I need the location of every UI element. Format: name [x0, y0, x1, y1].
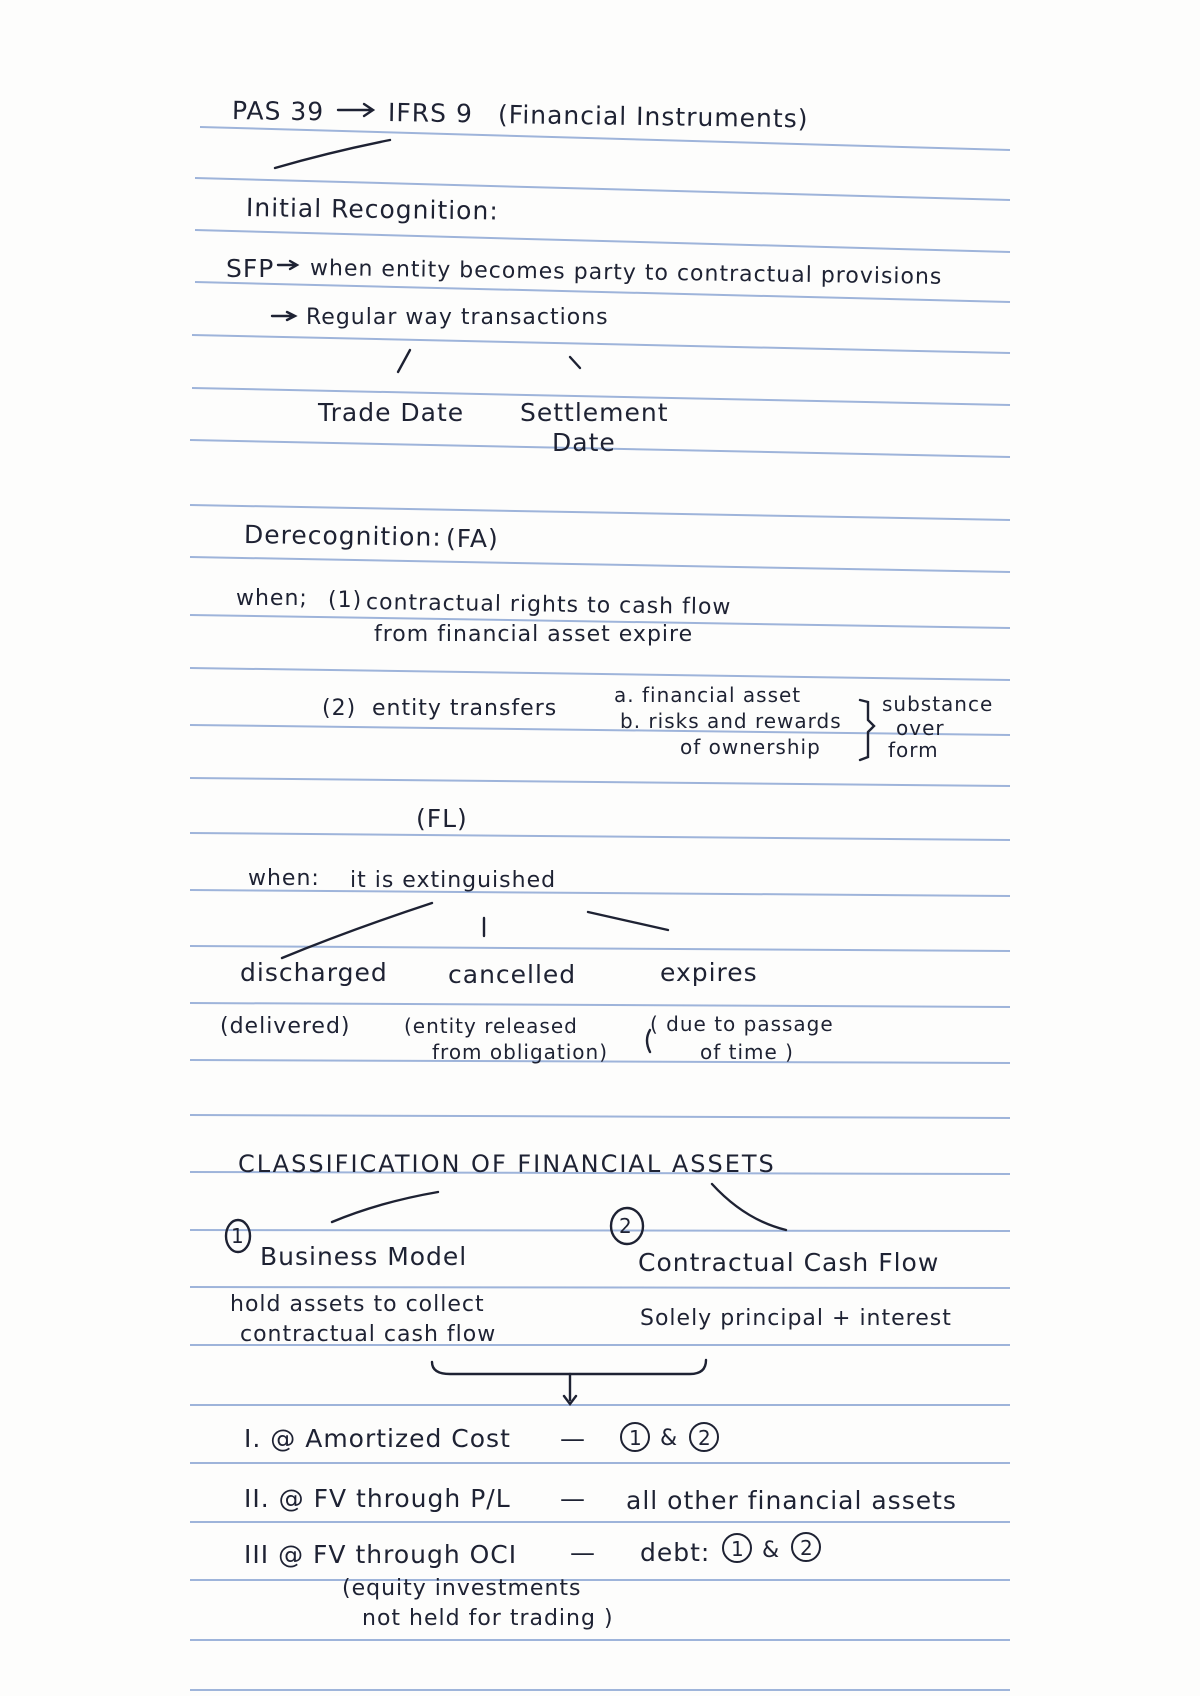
condition-1-line-2: from financial asset expire [374, 622, 694, 647]
category-3-and: & [762, 1538, 781, 1563]
oci-note-line-2: not held for trading ) [362, 1606, 614, 1631]
option-b-line-2: of ownership [680, 735, 821, 759]
brace-icon [432, 1360, 706, 1374]
category-3-test-1: 1 [731, 1537, 745, 1561]
test-2-number: 2 [619, 1214, 633, 1238]
arrow-icon [338, 104, 373, 116]
note-passage-line-1: ( due to passage [650, 1012, 834, 1036]
regular-way-text: Regular way transactions [306, 305, 609, 330]
sfp-label: SFP [226, 254, 275, 283]
note-delivered: (delivered) [220, 1014, 351, 1039]
category-2-dash: — [560, 1484, 586, 1513]
fl-when-label: when: [248, 866, 320, 891]
category-amortized-cost: I. @ Amortized Cost [244, 1424, 511, 1453]
branch-discharged: discharged [240, 958, 388, 987]
option-b: b. risks and rewards [620, 709, 842, 733]
note-passage-line-2: of time ) [700, 1040, 794, 1064]
category-fv-pl: II. @ FV through P/L [244, 1484, 511, 1513]
fl-label: (FL) [416, 804, 468, 833]
settlement-date-label-2: Date [552, 428, 616, 457]
category-3-test-2: 2 [800, 1536, 814, 1560]
form-label: form [888, 738, 939, 762]
title-ifrs: IFRS 9 [387, 98, 474, 129]
business-model-desc-1: hold assets to collect [230, 1292, 485, 1317]
substance-label: substance [882, 692, 994, 716]
note-released-line-2: from obligation) [432, 1040, 609, 1064]
condition-2-text: entity transfers [372, 696, 558, 721]
over-label: over [896, 716, 945, 740]
condition-1-line-1: contractual rights to cash flow [365, 590, 732, 621]
condition-2-number: (2) [322, 696, 357, 721]
title-subject: (Financial Instruments) [497, 100, 809, 134]
category-3-debt: debt: [640, 1538, 711, 1567]
title-pas: PAS 39 [231, 96, 325, 127]
category-1-and: & [660, 1426, 679, 1451]
branch-expires: expires [660, 958, 758, 987]
heading-classification: CLASSIFICATION OF FINANCIAL ASSETS [238, 1150, 776, 1178]
arrow-icon [272, 312, 295, 320]
category-2-text: all other financial assets [626, 1486, 957, 1515]
note-released-line-1: (entity released [404, 1014, 578, 1038]
test-business-model: Business Model [260, 1242, 468, 1271]
test-contractual-cash-flow: Contractual Cash Flow [638, 1248, 940, 1277]
brace-icon [860, 700, 874, 760]
heading-derecognition: Derecognition: [243, 520, 442, 552]
condition-1-number: (1) [328, 588, 363, 613]
cash-flow-desc: Solely principal + interest [640, 1306, 952, 1331]
category-1-test-2: 2 [698, 1426, 712, 1450]
heading-initial-recognition: Initial Recognition: [245, 193, 499, 226]
trade-date-label: Trade Date [318, 398, 465, 427]
option-a: a. financial asset [614, 683, 802, 707]
category-1-test-1: 1 [629, 1426, 643, 1450]
arrow-icon [278, 261, 297, 269]
fa-label: (FA) [446, 524, 499, 553]
settlement-date-label: Settlement [520, 398, 669, 427]
branch-cancelled: cancelled [448, 960, 577, 989]
category-1-dash: — [560, 1424, 586, 1453]
oci-note-line-1: (equity investments [342, 1576, 582, 1601]
category-fv-oci: III @ FV through OCI [244, 1540, 518, 1569]
when-label: when; [236, 586, 308, 611]
category-3-dash: — [570, 1538, 596, 1567]
recognition-rule: when entity becomes party to contractual provisions [309, 256, 943, 290]
business-model-desc-2: contractual cash flow [240, 1322, 497, 1347]
test-1-number: 1 [231, 1224, 245, 1248]
fl-rule: it is extinguished [350, 868, 557, 893]
